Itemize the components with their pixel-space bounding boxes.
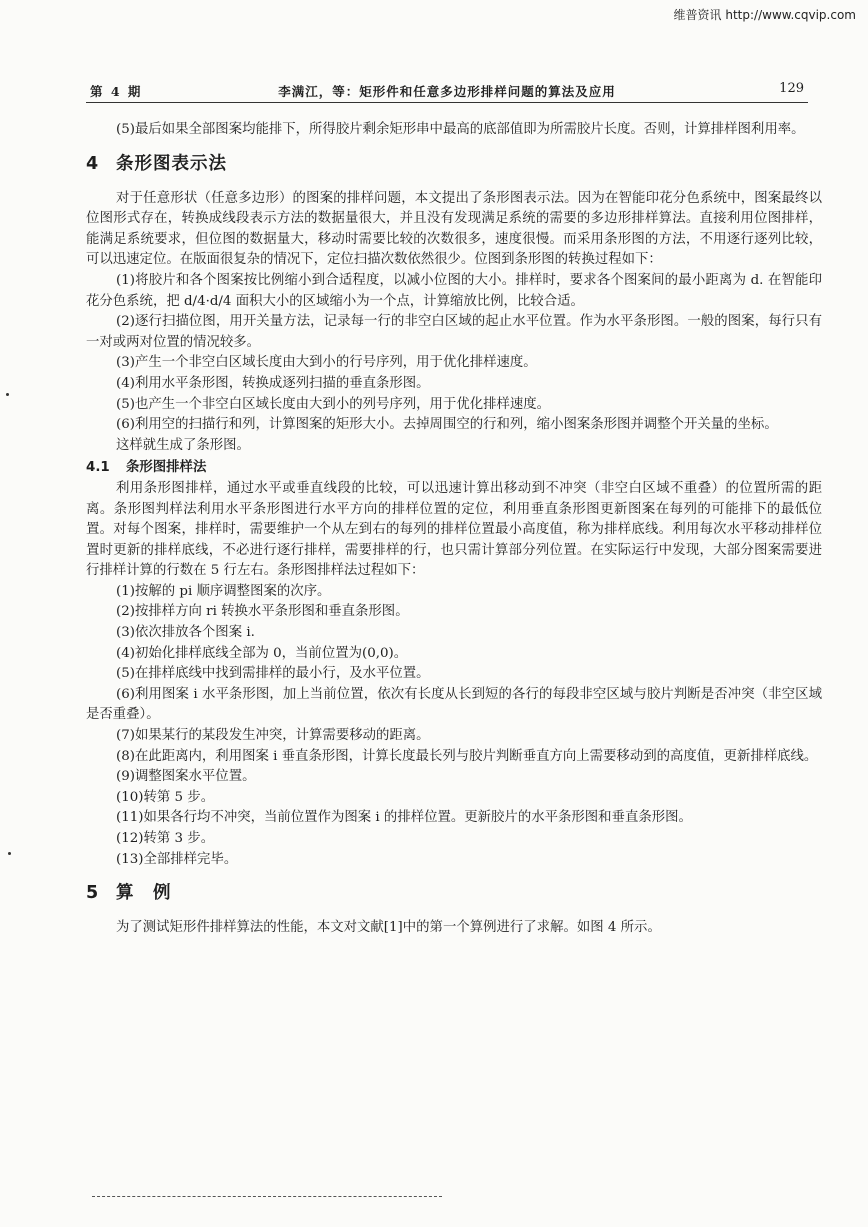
list-item: (12)转第 3 步。 — [116, 831, 215, 846]
section-heading — [86, 880, 822, 906]
subsection-title: 条形图排样法 — [126, 460, 207, 476]
section-title: 算 例 — [116, 883, 172, 904]
subsection-heading — [86, 458, 822, 479]
list-item: (1)将胶片和各个图案按比例缩小到合适程度，以减小位图的大小。排样时，要求各个图案间的最小距离为 d. 在智能印花分色系统，把 d/4·d/4 面积大小的区域缩小为一个点，计算缩放比例，比较合适。 — [86, 272, 822, 309]
list-item: (10)转第 5 步。 — [116, 789, 215, 805]
list-item: (9)调整图案水平位置。 — [116, 769, 256, 785]
list-item: (13)全部排样完毕。 — [116, 851, 238, 867]
list-item: (3)产生一个非空白区域长度由大到小的行号序列，用于优化排样速度。 — [116, 355, 537, 371]
scan-footer-rule — [92, 1196, 442, 1197]
scan-speck — [6, 393, 9, 396]
list-item: (1)按解的 pi 顺序调整图案的次序。 — [116, 583, 331, 599]
scan-speck — [8, 852, 11, 855]
section-title: 条形图表示法 — [116, 153, 227, 174]
section-number: 5 — [86, 883, 100, 904]
running-title: 李满江，等：矩形件和任意多边形排样问题的算法及应用 — [278, 84, 616, 99]
section-number: 4 — [86, 153, 100, 174]
list-item: (4)利用水平条形图，转换成逐列扫描的垂直条形图。 — [116, 375, 430, 391]
running-header — [86, 80, 808, 103]
paragraph: 利用条形图排样，通过水平或垂直线段的比较，可以迅速计算出移动到不冲突（非空白区域不重叠）的位置所需的距离。条形图判样法利用水平条形图进行水平方向的排样位置的定位，利用垂直条形图更新图案在每列的可能排下的最低位置。对每个图案，排样时，需要维护一个从左到右的每列的排样位置最小高度值，称为排样底线。利用每次水平移动排样位置时更新的排样底线，不必进行逐行排样，需要排样的行，也只需计算部分列位置。在实际运行中发现，大部分图案需要进行排样计算的行数在 5 行左右。条形图排样法过程如下： — [86, 480, 822, 579]
list-item: (3)依次排放各个图案 i. — [116, 625, 255, 641]
list-item: (5)也产生一个非空白区域长度由大到小的列号序列，用于优化排样速度。 — [116, 396, 551, 412]
list-item: (6)利用图案 i 水平条形图，加上当前位置，依次有长度从长到短的各行的每段非空区域与胶片判断是否冲突（非空区域是否重叠）。 — [86, 686, 822, 723]
issue-label: 第 4 期 — [90, 84, 143, 99]
watermark: 维普资讯 http://www.cqvip.com — [673, 8, 856, 22]
list-item: (8)在此距离内，利用图案 i 垂直条形图，计算长度最长列与胶片判断垂直方向上需要移动到的高度值，更新排样底线。 — [116, 748, 818, 764]
list-item: (2)逐行扫描位图，用开关量方法，记录每一行的非空白区域的起止水平位置。作为水平条形图。一般的图案，每行只有一对或两对位置的情况较多。 — [86, 314, 822, 350]
list-item: (11)如果各行均不冲突，当前位置作为图案 i 的排样位置。更新胶片的水平条形图和垂直条形图。 — [116, 810, 692, 826]
list-item: (7)如果某行的某段发生冲突，计算需要移动的距离。 — [116, 728, 430, 744]
paragraph: 为了测试矩形件排样算法的性能，本文对文献[1]中的第一个算例进行了求解。如图 4 所示。 — [116, 920, 661, 936]
list-item: (2)按排样方向 ri 转换水平条形图和垂直条形图。 — [116, 604, 409, 620]
list-item: (5)在排样底线中找到需排样的最小行，及水平位置。 — [116, 666, 430, 682]
list-item: (4)初始化排样底线全部为 0，当前位置为(0,0)。 — [116, 645, 408, 661]
subsection-number: 4.1 — [86, 460, 110, 476]
paragraph: 对于任意形状（任意多边形）的图案的排样问题，本文提出了条形图表示法。因为在智能印花分色系统中，图案最终以位图形式存在，转换成线段表示方法的数据量很大，并且没有发现满足系统的需要的多边形排样算法。直接利用位图排样，能满足系统要求，但位图的数据量大，移动时需要比较的次数很多，速度很慢。而采用条形图的方法，不用逐行逐列比较，可以迅速定位。在版面很复杂的情况下，定位扫描次数依然很少。位图到条形图的转换过程如下： — [86, 190, 822, 268]
paragraph: (5)最后如果全部图案均能排下，所得胶片剩余矩形串中最高的底部值即为所需胶片长度。否则，计算排样图利用率。 — [116, 122, 805, 137]
page-number: 129 — [779, 81, 804, 96]
article-body — [86, 120, 822, 939]
section-heading — [86, 151, 822, 177]
list-item: (6)利用空的扫描行和列，计算图案的矩形大小。去掉周围空的行和列，缩小图案条形图并调整个开关量的坐标。 — [116, 417, 778, 433]
paragraph: 这样就生成了条形图。 — [116, 437, 250, 453]
